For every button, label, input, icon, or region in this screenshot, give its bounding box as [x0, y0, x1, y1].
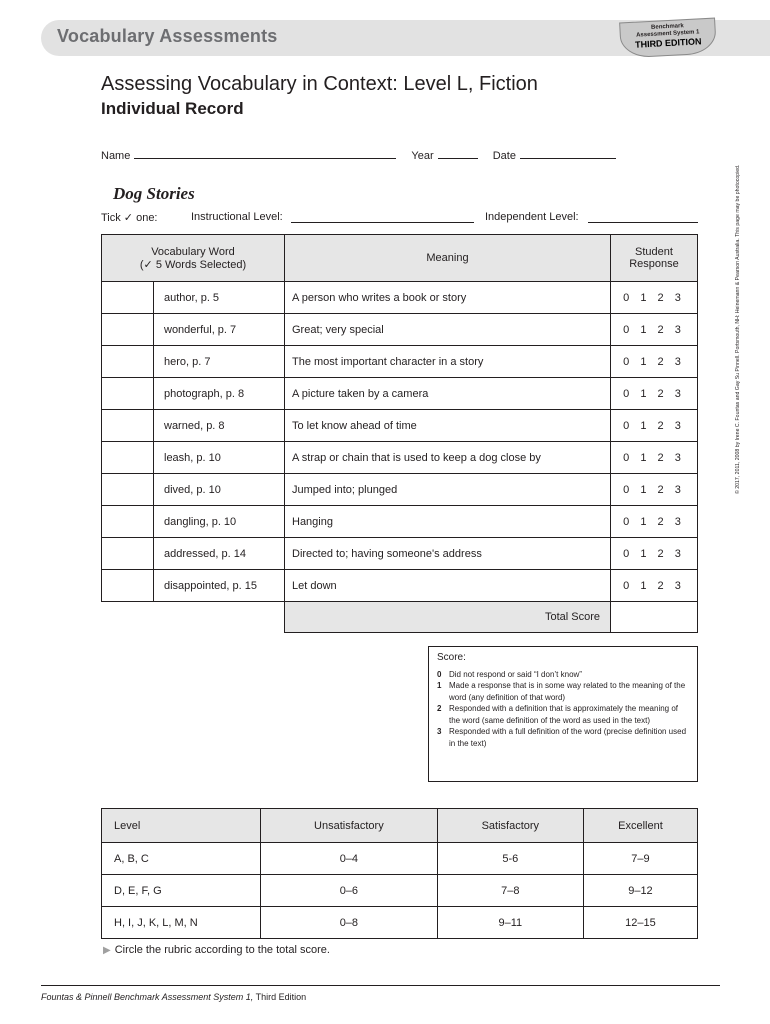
- score-cell[interactable]: 0 1 2 3: [611, 506, 698, 538]
- meaning-cell: A person who writes a book or story: [285, 282, 611, 314]
- rubric-cell[interactable]: 7–9: [583, 843, 697, 875]
- year-label: Year: [411, 150, 434, 162]
- copyright-notice: © 2017, 2011, 2008 by Irene C. Fountas and Gay Su Pinnell. Portsmouth, NH: Heinemann & Pearson Australia. This page may be photocopied.: [735, 164, 741, 494]
- meaning-cell: To let know ahead of time: [285, 410, 611, 442]
- independent-level-field[interactable]: [588, 211, 698, 223]
- meaning-cell: Hanging: [285, 506, 611, 538]
- footer-edition: Third Edition: [253, 992, 307, 1002]
- rubric-table: [101, 808, 698, 939]
- rubric-cell[interactable]: 7–8: [437, 875, 583, 907]
- student-info-row: [101, 147, 616, 162]
- meaning-cell: Directed to; having someone's address: [285, 538, 611, 570]
- footer-title: Fountas & Pinnell Benchmark Assessment System 1,: [41, 992, 254, 1002]
- rubric-row: [102, 843, 698, 875]
- table-row: [102, 410, 698, 442]
- checkbox-cell[interactable]: [102, 282, 154, 314]
- rubric-row: [102, 875, 698, 907]
- meaning-cell: The most important character in a story: [285, 346, 611, 378]
- total-spacer: [102, 602, 285, 633]
- score-key-num: 2: [437, 704, 442, 714]
- score-cell[interactable]: 0 1 2 3: [611, 570, 698, 602]
- footer: [41, 992, 306, 1002]
- checkbox-cell[interactable]: [102, 442, 154, 474]
- instructional-level-label: Instructional Level:: [191, 211, 283, 223]
- rubric-note-text: Circle the rubric according to the total score.: [114, 944, 330, 956]
- table-row: [102, 346, 698, 378]
- score-key-text: Made a response that is in some way related to the meaning of the word (any definition of that word): [449, 681, 686, 702]
- score-cell[interactable]: 0 1 2 3: [611, 314, 698, 346]
- section-title: Vocabulary Assessments: [57, 26, 278, 46]
- total-score-label: Total Score: [285, 602, 611, 633]
- rubric-header-unsatisfactory: Unsatisfactory: [261, 809, 438, 843]
- rubric-cell[interactable]: 9–12: [583, 875, 697, 907]
- date-label: Date: [492, 150, 516, 162]
- header-response: [611, 235, 698, 282]
- table-row: [102, 538, 698, 570]
- header-vocab-word: [102, 235, 285, 282]
- rubric-level-cell: H, I, J, K, L, M, N: [102, 907, 261, 939]
- word-cell: photograph, p. 8: [154, 378, 285, 410]
- meaning-cell: A picture taken by a camera: [285, 378, 611, 410]
- score-cell[interactable]: 0 1 2 3: [611, 410, 698, 442]
- score-cell[interactable]: 0 1 2 3: [611, 346, 698, 378]
- vocab-header-row: [102, 235, 698, 282]
- name-label: Name: [101, 150, 131, 162]
- score-cell[interactable]: 0 1 2 3: [611, 538, 698, 570]
- story-title: Dog Stories: [113, 184, 195, 203]
- word-cell: addressed, p. 14: [154, 538, 285, 570]
- rubric-level-cell: A, B, C: [102, 843, 261, 875]
- word-cell: dangling, p. 10: [154, 506, 285, 538]
- total-row: [102, 602, 698, 633]
- score-key-num: 0: [437, 669, 442, 679]
- page-subtitle: Individual Record: [101, 99, 244, 118]
- rubric-cell[interactable]: 12–15: [583, 907, 697, 939]
- table-row: [102, 282, 698, 314]
- rubric-level-cell: D, E, F, G: [102, 875, 261, 907]
- header-word-sub: (✓ 5 Words Selected): [139, 258, 247, 271]
- checkbox-cell[interactable]: [102, 538, 154, 570]
- badge-line-2: Assessment System 1: [635, 29, 700, 39]
- tick-label: Tick ✓ one:: [101, 212, 158, 224]
- score-key-box: [428, 646, 698, 782]
- rubric-header-level: Level: [102, 809, 261, 843]
- score-key-title: Score:: [437, 652, 466, 663]
- score-key-num: 1: [437, 681, 442, 691]
- meaning-cell: Great; very special: [285, 314, 611, 346]
- rubric-note: [103, 944, 330, 956]
- score-key-item: [437, 669, 689, 681]
- badge-edition: THIRD EDITION: [634, 36, 702, 50]
- total-score-cell[interactable]: [611, 602, 698, 633]
- score-key-num: 3: [437, 727, 442, 737]
- header-word-label: Vocabulary Word: [151, 245, 235, 258]
- rubric-header-row: [102, 809, 698, 843]
- name-field[interactable]: [134, 147, 396, 159]
- score-cell[interactable]: 0 1 2 3: [611, 474, 698, 506]
- score-cell[interactable]: 0 1 2 3: [611, 282, 698, 314]
- score-key-text: Responded with a definition that is approximately the meaning of the word (same definition of the word as used in the text): [449, 704, 679, 725]
- instructional-level-field[interactable]: [291, 211, 474, 223]
- score-key-item: [437, 726, 689, 749]
- word-cell: leash, p. 10: [154, 442, 285, 474]
- header-response-label: Student: [635, 246, 673, 258]
- header-meaning: Meaning: [285, 235, 611, 282]
- rubric-cell[interactable]: 0–8: [261, 907, 438, 939]
- checkbox-cell[interactable]: [102, 474, 154, 506]
- meaning-cell: Jumped into; plunged: [285, 474, 611, 506]
- word-cell: author, p. 5: [154, 282, 285, 314]
- rubric-cell[interactable]: 0–4: [261, 843, 438, 875]
- rubric-cell[interactable]: 0–6: [261, 875, 438, 907]
- header-response-sub: Response: [629, 258, 679, 270]
- rubric-cell[interactable]: 5-6: [437, 843, 583, 875]
- checkbox-cell[interactable]: [102, 410, 154, 442]
- table-row: [102, 570, 698, 602]
- table-row: [102, 442, 698, 474]
- word-cell: disappointed, p. 15: [154, 570, 285, 602]
- word-cell: hero, p. 7: [154, 346, 285, 378]
- score-key-item: [437, 703, 689, 726]
- rubric-cell[interactable]: 9–11: [437, 907, 583, 939]
- word-cell: warned, p. 8: [154, 410, 285, 442]
- score-cell[interactable]: 0 1 2 3: [611, 442, 698, 474]
- triangle-bullet-icon: ▶: [103, 945, 111, 956]
- badge-line-1: Benchmark: [650, 23, 684, 31]
- table-row: [102, 474, 698, 506]
- meaning-cell: Let down: [285, 570, 611, 602]
- year-field[interactable]: [438, 147, 478, 159]
- independent-level-label: Independent Level:: [485, 211, 579, 223]
- score-key-item: [437, 680, 689, 703]
- checkbox-cell[interactable]: [102, 506, 154, 538]
- checkbox-cell[interactable]: [102, 378, 154, 410]
- rubric-header-excellent: Excellent: [583, 809, 697, 843]
- vocabulary-table: [101, 234, 698, 633]
- page-title: Assessing Vocabulary in Context: Level L, Fiction: [101, 73, 538, 95]
- rubric-row: [102, 907, 698, 939]
- table-row: [102, 378, 698, 410]
- score-key-text: Responded with a full definition of the word (precise definition used in the text): [449, 727, 687, 749]
- word-cell: wonderful, p. 7: [154, 314, 285, 346]
- table-row: [102, 506, 698, 538]
- meaning-cell: A strap or chain that is used to keep a dog close by: [285, 442, 611, 474]
- score-cell[interactable]: 0 1 2 3: [611, 378, 698, 410]
- word-cell: dived, p. 10: [154, 474, 285, 506]
- checkbox-cell[interactable]: [102, 346, 154, 378]
- date-field[interactable]: [520, 147, 616, 159]
- footer-divider: [41, 985, 720, 986]
- checkbox-cell[interactable]: [102, 314, 154, 346]
- score-key-text: Did not respond or said “I don’t know”: [449, 669, 582, 679]
- checkbox-cell[interactable]: [102, 570, 154, 602]
- rubric-header-satisfactory: Satisfactory: [437, 809, 583, 843]
- table-row: [102, 314, 698, 346]
